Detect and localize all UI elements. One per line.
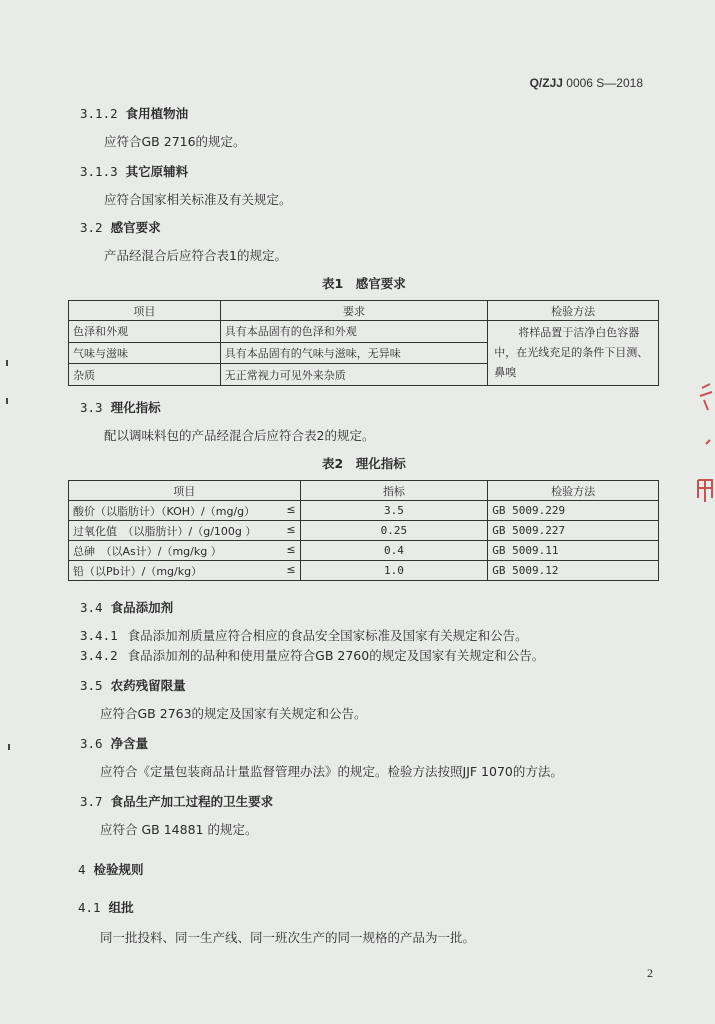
heading-3-1-2: 3.1.2 食用植物油 bbox=[80, 106, 189, 121]
table-cell-item: 总砷 （以As计）/（mg/kg ） ≤ bbox=[69, 541, 301, 561]
table-cell-value: 0.4 bbox=[300, 541, 488, 561]
para-3-6: 应符合《定量包装商品计量监督管理办法》的规定。检验方法按照JJF 1070的方法。 bbox=[100, 764, 563, 779]
table-row bbox=[69, 521, 659, 541]
le-symbol: ≤ bbox=[286, 562, 296, 576]
heading-4-1: 4.1 组批 bbox=[78, 900, 134, 915]
table-cell-item: 气味与滋味 bbox=[69, 342, 221, 364]
table-cell-item: 酸价（以脂肪计）（KOH）/（mg/g） ≤ bbox=[69, 501, 301, 521]
table-cell-method: 将样品置于洁净白色容器中，在光线充足的条件下目测、鼻嗅 bbox=[488, 321, 659, 386]
table-header-cell: 检验方法 bbox=[488, 301, 659, 321]
table-cell-item: 色泽和外观 bbox=[69, 321, 221, 343]
heading-3-2: 3.2 感官要求 bbox=[80, 220, 161, 235]
scan-mark bbox=[8, 744, 10, 750]
table-header-cell: 检验方法 bbox=[488, 481, 659, 501]
sensory-table bbox=[68, 300, 659, 386]
standard-code-number: 0006 S—2018 bbox=[562, 76, 643, 90]
table-cell-item: 铅（以Pb计）/（mg/kg） ≤ bbox=[69, 561, 301, 581]
table-row bbox=[69, 561, 659, 581]
table-cell-method: GB 5009.229 bbox=[488, 501, 659, 521]
table-header-row bbox=[69, 301, 659, 321]
para-3-7: 应符合 GB 14881 的规定。 bbox=[100, 822, 258, 837]
para-3-2: 产品经混合后应符合表1的规定。 bbox=[104, 248, 287, 263]
heading-4: 4 检验规则 bbox=[78, 862, 144, 877]
para-3-4-1: 3.4.1 食品添加剂质量应符合相应的食品安全国家标准及国家有关规定和公告。 bbox=[80, 628, 528, 643]
table2-caption: 表2 理化指标 bbox=[322, 456, 406, 471]
heading-3-1-3: 3.1.3 其它原辅料 bbox=[80, 164, 189, 179]
table-header-cell: 项目 bbox=[69, 301, 221, 321]
le-symbol: ≤ bbox=[286, 522, 296, 536]
table-cell-method: GB 5009.227 bbox=[488, 521, 659, 541]
para-3-1-3: 应符合国家相关标准及有关规定。 bbox=[104, 192, 292, 207]
heading-3-4: 3.4 食品添加剂 bbox=[80, 600, 174, 615]
table-header-cell: 项目 bbox=[69, 481, 301, 501]
table-cell-requirement: 具有本品固有的色泽和外观 bbox=[220, 321, 488, 343]
table-header-cell: 要求 bbox=[220, 301, 488, 321]
para-3-4-2: 3.4.2 食品添加剂的品种和使用量应符合GB 2760的规定及国家有关规定和公告。 bbox=[80, 648, 545, 663]
heading-3-3: 3.3 理化指标 bbox=[80, 400, 161, 415]
le-symbol: ≤ bbox=[286, 502, 296, 516]
heading-3-7: 3.7 食品生产加工过程的卫生要求 bbox=[80, 794, 274, 809]
standard-code-prefix: Q/ZJJ bbox=[529, 76, 563, 90]
table-row bbox=[69, 501, 659, 521]
table-header-row bbox=[69, 481, 659, 501]
table-row bbox=[69, 541, 659, 561]
table1-caption: 表1 感官要求 bbox=[322, 276, 406, 291]
scan-mark bbox=[6, 360, 8, 366]
standard-code bbox=[530, 76, 643, 90]
table-row bbox=[69, 321, 659, 343]
table-cell-item: 过氧化值 （以脂肪计）/（g/100g ） ≤ bbox=[69, 521, 301, 541]
table-header-cell: 指标 bbox=[300, 481, 488, 501]
table-cell-value: 0.25 bbox=[300, 521, 488, 541]
physicochemical-table bbox=[68, 480, 659, 581]
para-3-1-2: 应符合GB 2716的规定。 bbox=[104, 134, 246, 149]
page-number: 2 bbox=[647, 966, 653, 980]
table-cell-method: GB 5009.12 bbox=[488, 561, 659, 581]
table-cell-value: 3.5 bbox=[300, 501, 488, 521]
heading-3-6: 3.6 净含量 bbox=[80, 736, 149, 751]
para-3-3: 配以调味料包的产品经混合后应符合表2的规定。 bbox=[104, 428, 375, 443]
table-cell-requirement: 无正常视力可见外来杂质 bbox=[220, 364, 488, 386]
para-4-1: 同一批投料、同一生产线、同一班次生产的同一规格的产品为一批。 bbox=[100, 930, 476, 945]
table-cell-item: 杂质 bbox=[69, 364, 221, 386]
heading-3-5: 3.5 农药残留限量 bbox=[80, 678, 186, 693]
le-symbol: ≤ bbox=[286, 542, 296, 556]
para-3-5: 应符合GB 2763的规定及国家有关规定和公告。 bbox=[100, 706, 367, 721]
table-cell-requirement: 具有本品固有的气味与滋味，无异味 bbox=[220, 342, 488, 364]
scan-mark bbox=[6, 398, 8, 404]
table-cell-value: 1.0 bbox=[300, 561, 488, 581]
seal-stamp-fragment bbox=[690, 380, 715, 520]
table-cell-method: GB 5009.11 bbox=[488, 541, 659, 561]
